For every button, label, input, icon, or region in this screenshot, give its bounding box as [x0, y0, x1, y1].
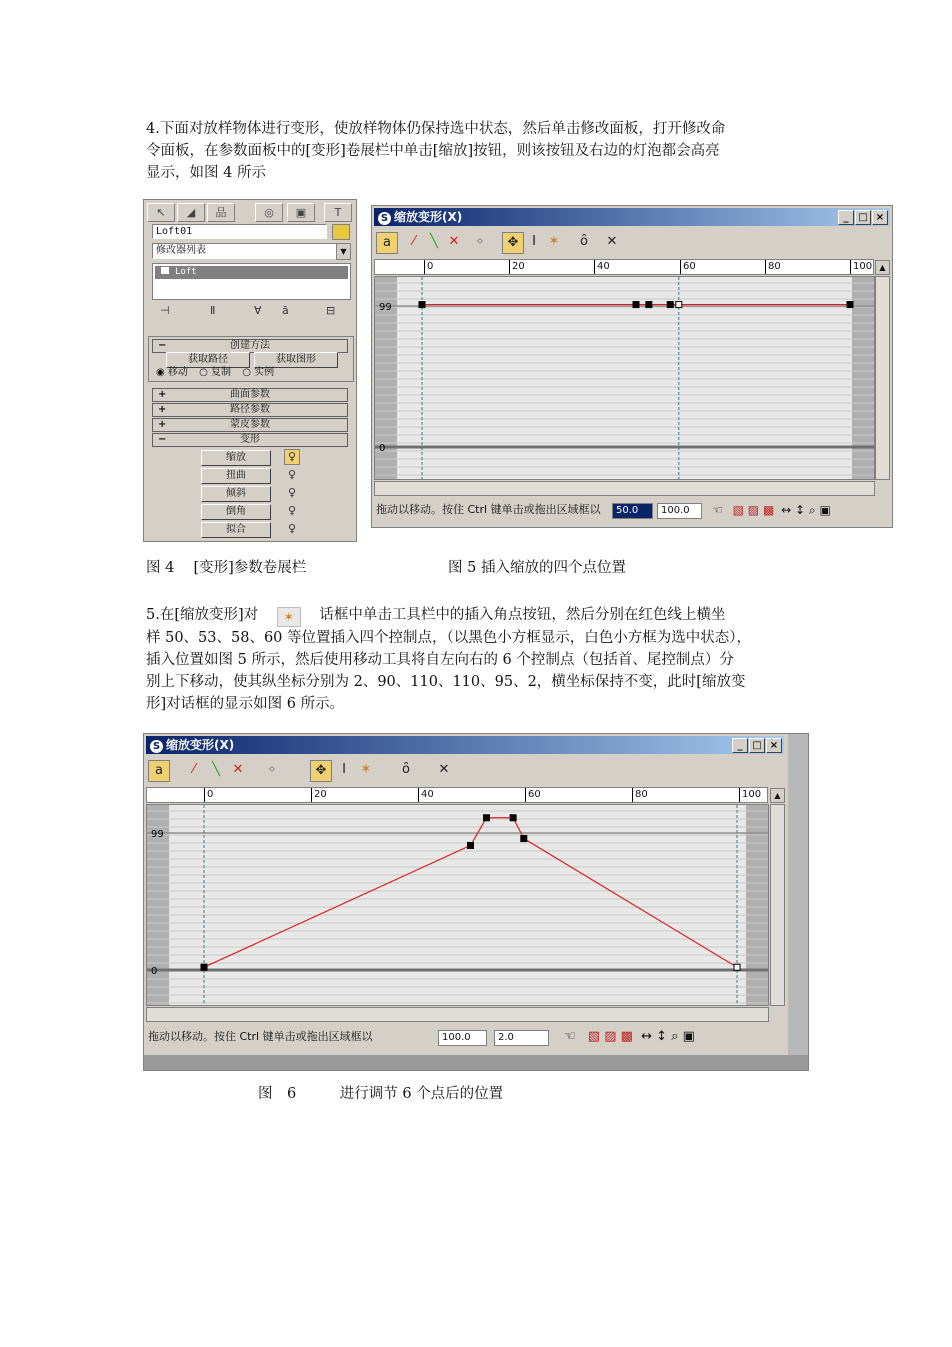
- remove-modifier-icon[interactable]: ā: [282, 304, 289, 317]
- zoom-vertical-extents-icon[interactable]: ▩: [620, 1029, 633, 1044]
- status-text: 拖动以移动。按住 Ctrl 键单击或拖出区域框以: [148, 1030, 373, 1043]
- x-value-field[interactable]: 100.0: [438, 1030, 487, 1046]
- curve-plot-fig5[interactable]: [374, 276, 875, 480]
- paragraph-1-line: 令面板，在参数面板中的[变形]卷展栏中单击[缩放]按钮，则该按钮及右边的灯泡都会高亮: [146, 143, 720, 159]
- status-text: 拖动以移动。按住 Ctrl 键单击或拖出区域框以: [376, 503, 601, 516]
- display-xy-axes-icon[interactable]: ✕: [232, 762, 244, 777]
- dialog-titlebar: [374, 208, 890, 226]
- control-point: [667, 302, 673, 308]
- create-tab-icon[interactable]: ↖: [147, 203, 175, 222]
- display-xy-axes-icon[interactable]: ✕: [448, 234, 460, 249]
- control-point: [633, 302, 639, 308]
- app-logo-icon: S: [378, 212, 391, 225]
- pin-stack-icon[interactable]: ⊣: [160, 304, 170, 317]
- y-label-0: 0: [379, 443, 386, 454]
- modifier-list-dropdown[interactable]: 修改器列表: [152, 243, 337, 259]
- ruler-tick: 80: [632, 788, 648, 802]
- paragraph-1-line: 显示，如图 4 所示: [146, 165, 266, 181]
- modify-tab-icon[interactable]: ◢: [177, 203, 205, 222]
- zoom-horizontal-icon[interactable]: ↔: [781, 503, 792, 517]
- zoom-vertical-extents-icon[interactable]: ▩: [762, 503, 775, 517]
- app-logo-icon: S: [150, 740, 163, 753]
- paragraph-2-prefix: 5.在[缩放变形]对: [146, 607, 259, 623]
- utilities-tab-icon[interactable]: T: [324, 203, 352, 222]
- radio-move[interactable]: ◉: [156, 367, 168, 378]
- rollout-deform[interactable]: − 变形: [152, 433, 348, 447]
- ruler-tick: 0: [204, 788, 213, 802]
- y-label-99: 99: [151, 829, 164, 840]
- motion-tab-icon[interactable]: ◎: [255, 203, 283, 222]
- x-ruler: [374, 259, 874, 275]
- dialog-title: 缩放变形(X): [166, 738, 235, 752]
- teeter-button[interactable]: 倾斜: [201, 486, 271, 502]
- delete-control-point-icon[interactable]: ȏ: [580, 234, 588, 249]
- lightbulb-icon[interactable]: ♀: [287, 486, 297, 499]
- control-point: [734, 964, 740, 970]
- radio-copy-label: 复制: [211, 367, 231, 378]
- view-tools: [564, 1029, 695, 1045]
- rollout-title: 路径参数: [230, 404, 270, 415]
- zoom-vertical-icon[interactable]: ↕: [795, 503, 806, 517]
- zoom-extents-icon[interactable]: ▧: [732, 503, 744, 517]
- scale-deform-dialog-fig5: [371, 205, 893, 528]
- caption-fig6: 图 6 进行调节 6 个点后的位置: [258, 1086, 504, 1102]
- close-icon[interactable]: ×: [766, 738, 782, 753]
- insert-corner-point-icon: ✶: [277, 607, 301, 627]
- ruler-tick: 100: [850, 260, 872, 274]
- paragraph-2-suffix: 话框中单击工具栏中的插入角点按钮，然后分别在红色线上横坐: [319, 607, 726, 623]
- ruler-tick: 100: [739, 788, 761, 802]
- rollout-title: 曲面参数: [230, 389, 270, 400]
- dialog-title: 缩放变形(X): [394, 210, 463, 224]
- stack-item-label: Loft: [175, 267, 197, 277]
- rollout-path[interactable]: + 路径参数: [152, 403, 348, 417]
- maximize-icon[interactable]: □: [855, 210, 871, 225]
- close-icon[interactable]: ×: [872, 210, 888, 225]
- hierarchy-tab-icon[interactable]: 品: [207, 203, 235, 222]
- ruler-tick: 20: [509, 260, 525, 274]
- radio-move-label: 移动: [167, 367, 188, 378]
- zoom-region-icon[interactable]: ▣: [682, 1029, 695, 1044]
- get-path-button[interactable]: 获取路径: [166, 352, 250, 368]
- radio-instance[interactable]: ○: [242, 367, 255, 378]
- swap-curves-icon[interactable]: ⋄: [267, 762, 277, 777]
- curve-graph[interactable]: [375, 277, 874, 479]
- curve-graph[interactable]: [147, 805, 768, 1005]
- create-options: [156, 367, 274, 379]
- dialog-titlebar: [146, 736, 784, 754]
- paragraph-2-line: 别上下移动，使其纵坐标分别为 2、90、110、110、95、2，横坐标保持不变，此时[缩放变: [146, 674, 746, 690]
- swap-curves-icon[interactable]: ⋄: [475, 234, 485, 249]
- move-control-point-icon[interactable]: ✥: [310, 760, 332, 782]
- chevron-down-icon[interactable]: ▼: [336, 243, 351, 260]
- pan-icon[interactable]: ☜: [564, 1029, 576, 1044]
- minimize-icon[interactable]: _: [732, 738, 748, 753]
- scale-control-point-icon[interactable]: I: [532, 234, 536, 249]
- ruler-tick: 60: [525, 788, 541, 802]
- paragraph-2: [146, 604, 751, 715]
- twist-button[interactable]: 扭曲: [201, 468, 271, 484]
- y-label-0: 0: [151, 966, 158, 977]
- viewport-bottom: [144, 1055, 808, 1070]
- zoom-horizontal-extents-icon[interactable]: ▨: [604, 1029, 617, 1044]
- radio-instance-label: 实例: [254, 367, 275, 378]
- paragraph-1: [146, 118, 725, 184]
- y-label-99: 99: [379, 302, 392, 313]
- paragraph-2-line1: [146, 604, 751, 627]
- paragraph-2-line: 形]对话框的显示如图 6 所示。: [146, 696, 345, 712]
- view-tools: [712, 502, 831, 518]
- paragraph-2-line: 样 50、53、58、60 等位置插入四个控制点，（以黑色小方框显示，白色小方框为选中状态），: [146, 630, 752, 646]
- zoom-icon[interactable]: ⌕: [808, 503, 816, 517]
- stack-item-icon: [161, 267, 169, 274]
- object-color-swatch[interactable]: [332, 224, 350, 240]
- make-symmetrical-icon[interactable]: a: [148, 760, 170, 782]
- zoom-region-icon[interactable]: ▣: [819, 503, 831, 517]
- control-point: [483, 815, 489, 821]
- scale-deform-dialog-fig6: [143, 733, 809, 1071]
- control-point: [468, 842, 474, 848]
- caption-fig4: 图 4 [变形]参数卷展栏: [146, 560, 307, 576]
- control-point: [510, 815, 516, 821]
- control-point: [419, 302, 425, 308]
- control-point: [847, 302, 853, 308]
- paragraph-2-line: 插入位置如图 5 所示，然后使用移动工具将自左向右的 6 个控制点（包括首、尾控制点）分: [146, 652, 734, 668]
- maximize-icon[interactable]: □: [749, 738, 765, 753]
- ruler-tick: 40: [418, 788, 434, 802]
- display-y-axis-icon[interactable]: ╲: [430, 234, 438, 249]
- ruler-tick: 20: [311, 788, 327, 802]
- control-point: [646, 302, 652, 308]
- zoom-icon[interactable]: ⌕: [671, 1029, 679, 1044]
- curve-plot-fig6[interactable]: [146, 804, 769, 1006]
- move-control-point-icon[interactable]: ✥: [502, 232, 524, 254]
- display-tab-icon[interactable]: ▣: [287, 203, 315, 222]
- control-point: [201, 964, 207, 970]
- display-x-axis-icon[interactable]: ⁄: [192, 762, 196, 777]
- radio-copy[interactable]: ○: [199, 367, 211, 378]
- modifier-stack: [152, 263, 351, 300]
- scroll-up-icon[interactable]: ▲: [875, 260, 890, 275]
- rollout-title: 创建方法: [230, 340, 270, 351]
- dialog-toolbar: [146, 758, 806, 782]
- control-point: [676, 302, 682, 308]
- lightbulb-icon[interactable]: ♀: [287, 522, 297, 535]
- rollout-skin[interactable]: + 蒙皮参数: [152, 418, 348, 432]
- vertical-scrollbar[interactable]: [770, 804, 785, 1006]
- lightbulb-icon[interactable]: ♀: [287, 504, 297, 517]
- rollout-surface[interactable]: + 曲面参数: [152, 388, 348, 402]
- rollout-title: 变形: [240, 434, 260, 445]
- viewport-edge: [788, 734, 808, 1070]
- scale-curve: [204, 818, 737, 967]
- x-ruler: [146, 787, 768, 803]
- minimize-icon[interactable]: _: [838, 210, 854, 225]
- scale-control-point-icon[interactable]: I: [342, 762, 346, 777]
- x-value-field[interactable]: 50.0: [612, 503, 653, 519]
- bevel-button[interactable]: 倒角: [201, 504, 271, 520]
- delete-control-point-icon[interactable]: ȏ: [402, 762, 410, 777]
- caption-fig5: 图 5 插入缩放的四个点位置: [448, 560, 626, 576]
- rollout-create-method[interactable]: − 创建方法: [152, 339, 348, 353]
- make-unique-icon[interactable]: ∀: [254, 304, 262, 317]
- scale-button[interactable]: 缩放: [201, 450, 271, 466]
- stack-toolbar: [154, 304, 350, 320]
- rollout-title: 蒙皮参数: [230, 419, 270, 430]
- ruler-tick: 0: [424, 260, 433, 274]
- ruler-tick: 60: [680, 260, 696, 274]
- lightbulb-icon[interactable]: ♀: [284, 449, 300, 465]
- horizontal-scrollbar[interactable]: [146, 1007, 769, 1022]
- insert-corner-point-icon[interactable]: ✶: [548, 234, 560, 249]
- control-point: [521, 836, 527, 842]
- stack-item[interactable]: [155, 266, 348, 279]
- scroll-up-icon[interactable]: ▲: [770, 788, 785, 803]
- fit-button[interactable]: 拟合: [201, 522, 271, 538]
- vertical-scrollbar[interactable]: [875, 276, 890, 480]
- pan-icon[interactable]: ☜: [712, 503, 723, 517]
- zoom-extents-icon[interactable]: ▧: [587, 1029, 601, 1044]
- zoom-horizontal-extents-icon[interactable]: ▨: [747, 503, 760, 517]
- lightbulb-icon[interactable]: ♀: [287, 468, 297, 481]
- get-shape-button[interactable]: 获取图形: [254, 352, 338, 368]
- show-end-result-icon[interactable]: Ⅱ: [210, 304, 216, 317]
- zoom-horizontal-icon[interactable]: ↔: [641, 1029, 653, 1044]
- y-value-field[interactable]: 2.0: [494, 1030, 549, 1046]
- dialog-toolbar: [374, 230, 890, 254]
- horizontal-scrollbar[interactable]: [374, 481, 875, 496]
- insert-corner-point-icon[interactable]: ✶: [360, 762, 372, 777]
- y-value-field[interactable]: 100.0: [657, 503, 702, 519]
- zoom-vertical-icon[interactable]: ↕: [656, 1029, 668, 1044]
- reset-curve-icon[interactable]: ✕: [606, 234, 618, 249]
- make-symmetrical-icon[interactable]: a: [376, 232, 398, 254]
- ruler-tick: 40: [594, 260, 610, 274]
- display-x-axis-icon[interactable]: ⁄: [412, 234, 416, 249]
- modify-panel: [143, 199, 357, 542]
- configure-sets-icon[interactable]: ⊟: [326, 304, 336, 317]
- paragraph-1-line: 4.下面对放样物体进行变形，使放样物体仍保持选中状态，然后单击修改面板，打开修改命: [146, 121, 726, 137]
- display-y-axis-icon[interactable]: ╲: [212, 762, 220, 777]
- object-name-field[interactable]: Loft01: [152, 224, 327, 239]
- ruler-tick: 80: [765, 260, 781, 274]
- reset-curve-icon[interactable]: ✕: [438, 762, 450, 777]
